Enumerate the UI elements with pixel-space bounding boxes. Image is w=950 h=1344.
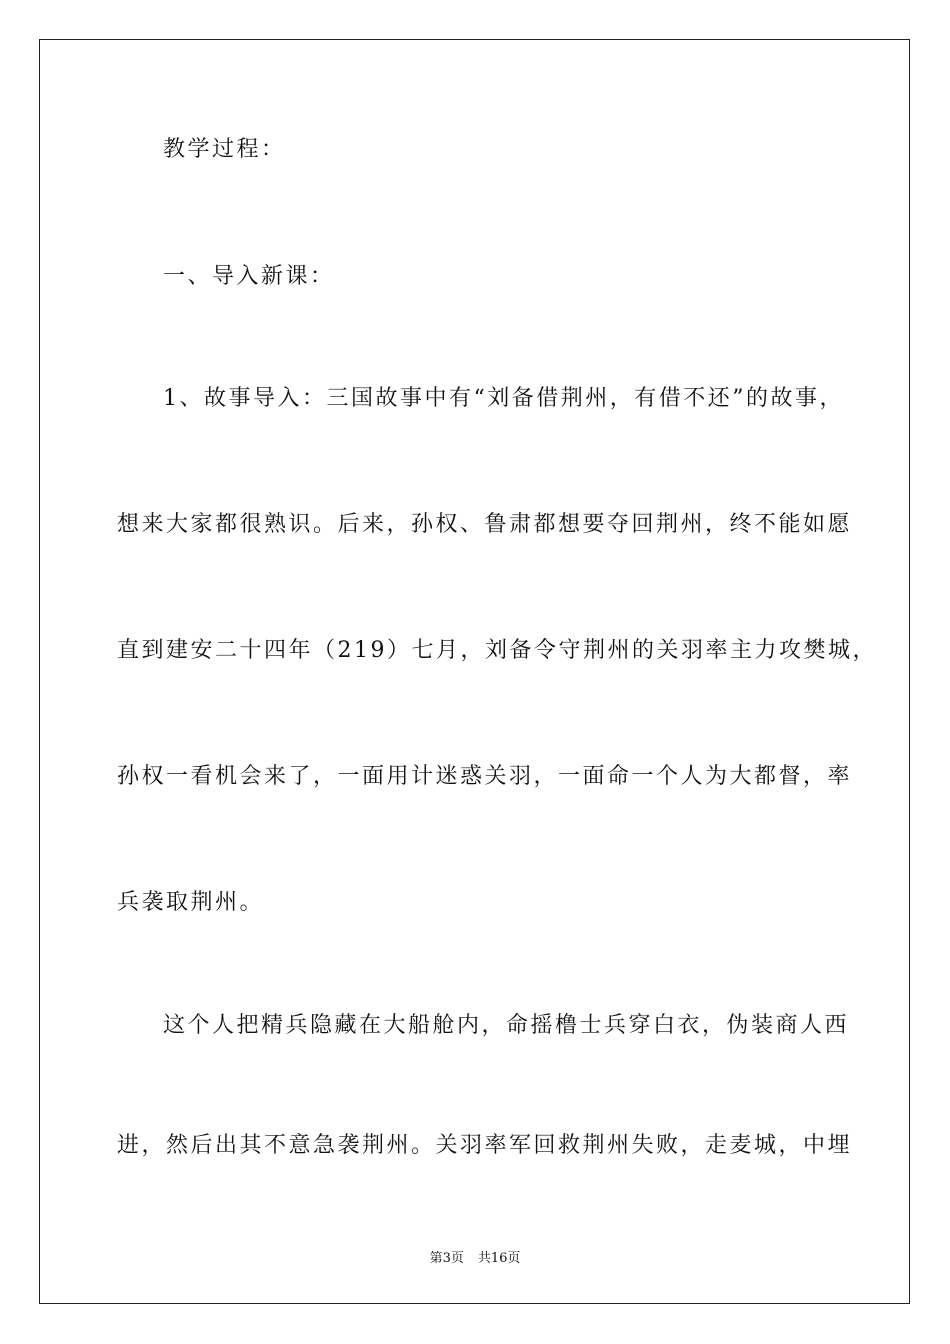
page-border xyxy=(39,39,910,1304)
paragraph-line: 1、故事导入：三国故事中有“刘备借荆州，有借不还”的故事， xyxy=(163,386,844,411)
page-number: 第3页 xyxy=(429,1251,464,1266)
paragraph-line: 这个人把精兵隐藏在大船舱内，命摇橹士兵穿白衣，伪装商人西 xyxy=(163,1013,850,1038)
paragraph-line: 进，然后出其不意急袭荆州。关羽率军回救荆州失败，走麦城，中埋 xyxy=(117,1133,853,1158)
heading-introduction: 一、导入新课： xyxy=(163,264,335,289)
paragraph-line: 孙权一看机会来了，一面用计迷惑关羽，一面命一个人为大都督，率 xyxy=(117,764,853,789)
page-total: 共16页 xyxy=(477,1251,521,1266)
paragraph-line: 直到建安二十四年（219）七月，刘备令守荆州的关羽率主力攻樊城， xyxy=(117,638,877,663)
heading-teaching-process: 教学过程： xyxy=(163,137,286,162)
paragraph-line: 想来大家都很熟识。后来，孙权、鲁肃都想要夺回荆州，终不能如愿 xyxy=(117,512,853,537)
paragraph-line: 兵袭取荆州。 xyxy=(117,890,265,915)
page-footer xyxy=(0,1247,950,1266)
